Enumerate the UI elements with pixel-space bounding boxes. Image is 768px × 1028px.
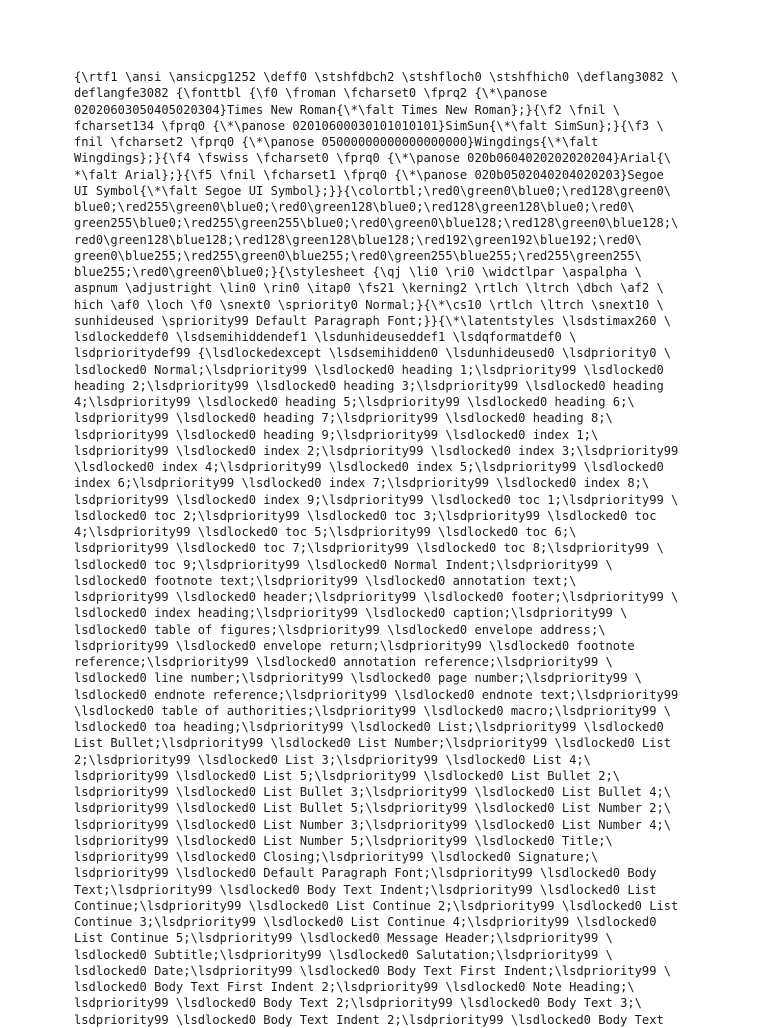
text-line: lsdlocked0 Date;\lsdpriority99 \lsdlocked0 Body Text First Indent;\lsdpriority99 \ [74,963,672,978]
text-line: lsdlocked0 table of figures;\lsdpriority99 \lsdlocked0 envelope address;\ [74,622,606,637]
text-line: aspnum \adjustright \lin0 \rin0 \itap0 \fs21 \kerning2 \rtlch \ltrch \dbch \af2 \ [74,281,664,296]
text-line: fcharset134 \fprq0 {\*\panose 02010600030101010101}SimSun{\*\falt SimSun};}{\f3 \ [74,118,664,133]
text-line: Continue;\lsdpriority99 \lsdlocked0 List Continue 2;\lsdpriority99 \lsdlocked0 List [74,898,679,913]
text-line: lsdlocked0 Body Text First Indent 2;\lsdpriority99 \lsdlocked0 Note Heading;\ [74,980,635,994]
text-line: lsdpriority99 \lsdlocked0 envelope return;\lsdpriority99 \lsdlocked0 footnote [74,638,635,653]
text-line: lsdpriority99 \lsdlocked0 List 5;\lsdpriority99 \lsdlocked0 List Bullet 2;\ [74,768,621,783]
text-line: 02020603050405020304}Times New Roman{\*\falt Times New Roman};}{\f2 \fnil \ [74,102,621,117]
text-line: Continue 3;\lsdpriority99 \lsdlocked0 List Continue 4;\lsdpriority99 \lsdlocked0 [74,915,657,929]
text-line: *\falt Arial};}{\f5 \fnil \fcharset1 \fprq0 {\*\panose 020b0502040204020203}Segoe [74,167,664,182]
text-line: lsdpriority99 \lsdlocked0 heading 7;\lsdpriority99 \lsdlocked0 heading 8;\ [74,411,613,426]
text-line: {\rtf1 \ansi \ansicpg1252 \deff0 \stshfdbch2 \stshfloch0 \stshfhich0 \deflang3082 \ [74,70,679,84]
text-line: \lsdlocked0 table of authorities;\lsdpriority99 \lsdlocked0 macro;\lsdpriority99 \ [74,703,672,718]
text-line: hich \af0 \loch \f0 \snext0 \spriority0 Normal;}{\*\cs10 \rtlch \ltrch \snext10 \ [74,297,664,312]
text-line: heading 2;\lsdpriority99 \lsdlocked0 heading 3;\lsdpriority99 \lsdlocked0 heading [74,378,664,393]
text-line: 2;\lsdpriority99 \lsdlocked0 List 3;\lsdpriority99 \lsdlocked0 List 4;\ [74,752,591,767]
text-line: lsdlocked0 index heading;\lsdpriority99 \lsdlocked0 caption;\lsdpriority99 \ [74,606,628,621]
text-line: lsdlocked0 toc 2;\lsdpriority99 \lsdlocked0 toc 3;\lsdpriority99 \lsdlocked0 toc [74,508,657,523]
text-line: lsdpriority99 \lsdlocked0 Body Text Indent 2;\lsdpriority99 \lsdlocked0 Body Text [74,1012,664,1027]
text-line: lsdlocked0 toa heading;\lsdpriority99 \lsdlocked0 List;\lsdpriority99 \lsdlocked0 [74,720,664,734]
text-line: index 6;\lsdpriority99 \lsdlocked0 index 7;\lsdpriority99 \lsdlocked0 index 8;\ [74,476,650,491]
text-line: lsdpriority99 \lsdlocked0 Closing;\lsdpriority99 \lsdlocked0 Signature;\ [74,850,599,864]
text-line: \lsdlocked0 index 4;\lsdpriority99 \lsdlocked0 index 5;\lsdpriority99 \lsdlocked0 [74,460,664,474]
text-line: reference;\lsdpriority99 \lsdlocked0 annotation reference;\lsdpriority99 \ [74,655,613,669]
text-line: sunhideused \spriority99 Default Paragraph Font;}}{\*\latentstyles \lsdstimax260 \ [74,313,672,328]
text-line: List Bullet;\lsdpriority99 \lsdlocked0 List Number;\lsdpriority99 \lsdlocked0 List [74,736,672,751]
text-line: lsdpriority99 \lsdlocked0 List Number 5;\lsdpriority99 \lsdlocked0 Title;\ [74,833,613,848]
text-line: lsdprioritydef99 {\lsdlockedexcept \lsdsemihidden0 \lsdunhideused0 \lsdpriority0 \ [74,346,672,361]
text-line: 4;\lsdpriority99 \lsdlocked0 heading 5;\lsdpriority99 \lsdlocked0 heading 6;\ [74,395,635,409]
text-line: lsdpriority99 \lsdlocked0 Body Text 2;\lsdpriority99 \lsdlocked0 Body Text 3;\ [74,996,642,1011]
text-line: blue0;\red255\green0\blue0;\red0\green128\blue0;\red128\green128\blue0;\red0\ [74,200,635,214]
text-line: lsdpriority99 \lsdlocked0 header;\lsdpriority99 \lsdlocked0 footer;\lsdpriority99 \ [74,590,679,604]
text-line: lsdlocked0 footnote text;\lsdpriority99 \lsdlocked0 annotation text;\ [74,573,577,588]
text-line: lsdpriority99 \lsdlocked0 Default Paragraph Font;\lsdpriority99 \lsdlocked0 Body [74,866,657,881]
text-line: red0\green128\blue128;\red128\green128\blue128;\red192\green192\blue192;\red0\ [74,232,642,247]
text-line: List Continue 5;\lsdpriority99 \lsdlocked0 Message Header;\lsdpriority99 \ [74,931,613,946]
text-line: Text;\lsdpriority99 \lsdlocked0 Body Text Indent;\lsdpriority99 \lsdlocked0 List [74,882,657,897]
text-line: lsdlocked0 Subtitle;\lsdpriority99 \lsdlocked0 Salutation;\lsdpriority99 \ [74,947,613,962]
text-line: lsdlocked0 line number;\lsdpriority99 \lsdlocked0 page number;\lsdpriority99 \ [74,671,642,686]
text-line: lsdlockeddef0 \lsdsemihiddendef1 \lsdunhideuseddef1 \lsdqformatdef0 \ [74,330,577,344]
text-line: lsdpriority99 \lsdlocked0 List Number 3;\lsdpriority99 \lsdlocked0 List Number 4;\ [74,817,672,832]
text-line: lsdpriority99 \lsdlocked0 index 9;\lsdpriority99 \lsdlocked0 toc 1;\lsdpriority99 \ [74,492,679,507]
text-line: deflangfe3082 {\fonttbl {\f0 \froman \fcharset0 \fprq2 {\*\panose [74,86,548,101]
text-line: Wingdings};}{\f4 \fswiss \fcharset0 \fprq0 {\*\panose 020b0604020202020204}Arial{\ [74,151,672,166]
text-line: lsdpriority99 \lsdlocked0 index 2;\lsdpriority99 \lsdlocked0 index 3;\lsdpriority99 [74,443,679,458]
text-line: 4;\lsdpriority99 \lsdlocked0 toc 5;\lsdpriority99 \lsdlocked0 toc 6;\ [74,525,577,539]
text-line: fnil \fcharset2 \fprq0 {\*\panose 05000000000000000000}Wingdings{\*\falt [74,135,599,149]
text-line: blue255;\red0\green0\blue0;}{\stylesheet {\qj \li0 \ri0 \widctlpar \aspalpha \ [74,265,642,279]
text-line: UI Symbol{\*\falt Segoe UI Symbol};}}{\colortbl;\red0\green0\blue0;\red128\green0\ [74,183,672,198]
text-line: green255\blue0;\red255\green255\blue0;\red0\green0\blue128;\red128\green0\blue128;\ [74,216,679,231]
text-line: lsdpriority99 \lsdlocked0 List Bullet 3;\lsdpriority99 \lsdlocked0 List Bullet 4;\ [74,785,672,799]
rtf-source-text [74,69,714,1028]
text-line: green0\blue255;\red255\green0\blue255;\red0\green255\blue255;\red255\green255\ [74,248,642,263]
text-line: lsdpriority99 \lsdlocked0 List Bullet 5;\lsdpriority99 \lsdlocked0 List Number 2;\ [74,801,672,816]
text-line: lsdpriority99 \lsdlocked0 heading 9;\lsdpriority99 \lsdlocked0 index 1;\ [74,427,599,442]
text-line: lsdlocked0 Normal;\lsdpriority99 \lsdlocked0 heading 1;\lsdpriority99 \lsdlocked0 [74,362,664,377]
text-line: lsdlocked0 toc 9;\lsdpriority99 \lsdlocked0 Normal Indent;\lsdpriority99 \ [74,557,613,572]
text-line: lsdlocked0 endnote reference;\lsdpriority99 \lsdlocked0 endnote text;\lsdpriority99 [74,687,679,702]
text-line: lsdpriority99 \lsdlocked0 toc 7;\lsdpriority99 \lsdlocked0 toc 8;\lsdpriority99 \ [74,541,664,556]
